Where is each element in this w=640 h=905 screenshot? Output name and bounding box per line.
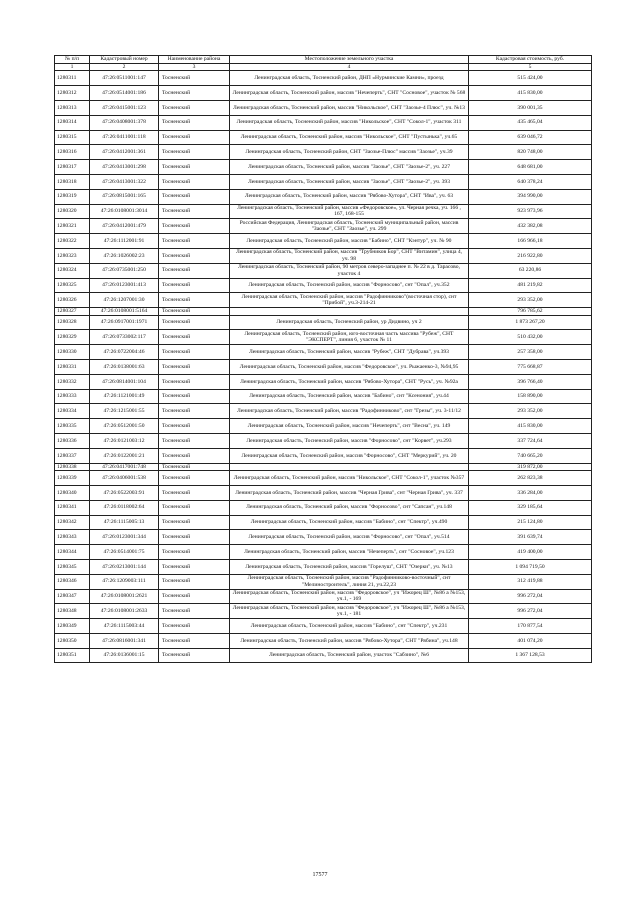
land-location: Ленинградская область, Тосненский район, массив "Бабино", СНТ "Кэнтур", уч. № 90 xyxy=(230,234,469,249)
district-name: Тосненский xyxy=(159,219,230,234)
district-name: Тосненский xyxy=(159,500,230,515)
district-name: Тосненский xyxy=(159,86,230,101)
cadastral-number: 47:26:0733002:117 xyxy=(90,330,159,345)
district-name: Тосненский xyxy=(159,234,230,249)
district-name: Тосненский xyxy=(159,404,230,419)
district-name: Тосненский xyxy=(159,574,230,589)
table-row xyxy=(55,278,592,293)
cadastral-number: 47:26:0417001:748 xyxy=(90,463,159,471)
district-name: Тосненский xyxy=(159,589,230,604)
district-name: Тосненский xyxy=(159,263,230,278)
cadastral-number: 47:26:0118002:64 xyxy=(90,500,159,515)
header-district: Наименование района xyxy=(159,56,230,64)
cadastral-cost: 740 665,20 xyxy=(469,448,592,463)
land-location: Ленинградская область, Тосненский район, массив "Радофинниково", снт "Грезы", уч. 3-11/12 xyxy=(230,404,469,419)
district-name: Тосненский xyxy=(159,204,230,219)
cadastral-number: 47:26:0121003:12 xyxy=(90,434,159,449)
table-row xyxy=(55,234,592,249)
table-row xyxy=(55,248,592,263)
land-location xyxy=(230,463,469,471)
district-name: Тосненский xyxy=(159,345,230,360)
row-index: 1280315 xyxy=(55,130,90,145)
land-location: Ленинградская область, Тосненский район, юго-восточная часть массива "Рубеж", СНТ "ЭКСПЕРТ", линия 6, участок № 11 xyxy=(230,330,469,345)
row-index: 1280314 xyxy=(55,115,90,130)
table-row xyxy=(55,463,592,471)
row-index: 1280336 xyxy=(55,434,90,449)
land-location: Ленинградская область, Тосненский район, массив «Федоровское», ул. Черная речка, уч. 166 , 167, 168-155 xyxy=(230,204,469,219)
row-index: 1280324 xyxy=(55,263,90,278)
land-location: Ленинградская область, Тосненский район, массив "Заозье", СНТ "Заозье-2", уч. 227 xyxy=(230,160,469,175)
land-location: Ленинградская область, Тосненский район, массив "Федоровское", уч. Рыжаенко-3, №94,95 xyxy=(230,360,469,375)
land-location: Ленинградская область, Тосненский район, участок "Сабзино", №6 xyxy=(230,648,469,663)
table-row xyxy=(55,263,592,278)
land-location: Ленинградская область, Тосненский район, массив "Никольское", СНТ "Заозье-4 Плюс", уч. №13 xyxy=(230,101,469,116)
cadastral-cost: 394 990,00 xyxy=(469,189,592,204)
table-row xyxy=(55,130,592,145)
column-number: 3 xyxy=(159,64,230,71)
header-cadastral-number: Кадастровый номер xyxy=(90,56,159,64)
row-index: 1280331 xyxy=(55,360,90,375)
land-location: Ленинградская область, Тосненский район, 90 метров северо-западнее п. № 22 в д. Тарасово, участок 4 xyxy=(230,263,469,278)
cadastral-cost: 923 973,96 xyxy=(469,204,592,219)
district-name: Тосненский xyxy=(159,434,230,449)
cadastral-number: 47:26:0122001:21 xyxy=(90,448,159,463)
row-index: 1280328 xyxy=(55,315,90,330)
table-row xyxy=(55,145,592,160)
cadastral-cost: 293 352,00 xyxy=(469,293,592,308)
cadastral-cost: 390 001,35 xyxy=(469,101,592,116)
table-row xyxy=(55,389,592,404)
table-row xyxy=(55,471,592,486)
land-location: Ленинградская область, Тосненский район, массив "Радофинниково-восточный", снт "Мелиностроитель", линия 21, уч.22,23 xyxy=(230,574,469,589)
table-row xyxy=(55,633,592,648)
cadastral-number: 47:26:1115003:44 xyxy=(90,619,159,634)
land-location xyxy=(230,308,469,316)
cadastral-cost: 510 432,00 xyxy=(469,330,592,345)
land-location: Ленинградская область, Тосненский район, массив "Форносово", снт "Сапсан", уч.148 xyxy=(230,500,469,515)
cadastral-cost: 648 681,00 xyxy=(469,160,592,175)
land-location: Ленинградская область, Тосненский район, массив "Рябово-Хутора", СНТ "Русь", уч. №92а xyxy=(230,374,469,389)
district-name: Тосненский xyxy=(159,448,230,463)
district-name: Тосненский xyxy=(159,189,230,204)
cadastral-cost: 415 830,00 xyxy=(469,419,592,434)
cadastral-number: 47:26:0735001:250 xyxy=(90,263,159,278)
district-name: Тосненский xyxy=(159,471,230,486)
row-index: 1280323 xyxy=(55,248,90,263)
district-name: Тосненский xyxy=(159,530,230,545)
row-index: 1280319 xyxy=(55,189,90,204)
land-location: Ленинградская область, Тосненский район, массив "Черная Грива", снт "Черная Грива", уч. 337 xyxy=(230,485,469,500)
table-row xyxy=(55,419,592,434)
cadastral-cost: 166 966,18 xyxy=(469,234,592,249)
cadastral-number: 47:26:0408001:378 xyxy=(90,115,159,130)
cadastral-number: 47:26:0412001:479 xyxy=(90,219,159,234)
cadastral-number: 47:26:0108001:3014 xyxy=(90,204,159,219)
cadastral-value-table xyxy=(54,55,592,663)
cadastral-number: 47:26:0108001:5164 xyxy=(90,308,159,316)
table-row xyxy=(55,345,592,360)
land-location: Ленинградская область, Тосненский район, массив "Федоровское", уч "Ижорец Ш", №86 а №153, уч.1, - 181 xyxy=(230,604,469,619)
cadastral-number: 47:26:0213001:144 xyxy=(90,559,159,574)
land-location: Ленинградская область, Тосненский район, массив "Форносово", снт "Опал", уч.514 xyxy=(230,530,469,545)
table-row xyxy=(55,500,592,515)
land-location: Ленинградская область, Тосненский район, массив "Никольское", СНТ "Пустынька", уч.65 xyxy=(230,130,469,145)
row-index: 1280337 xyxy=(55,448,90,463)
cadastral-cost: 391 639,74 xyxy=(469,530,592,545)
table-row xyxy=(55,174,592,189)
cadastral-number: 47:26:0815001:165 xyxy=(90,189,159,204)
cadastral-cost: 216 922,80 xyxy=(469,248,592,263)
district-name: Тосненский xyxy=(159,374,230,389)
land-location: Ленинградская область, Тосненский район, массив "Радофинниково"(восточная стор), снт "Прибой", уч.3-214-21 xyxy=(230,293,469,308)
district-name: Тосненский xyxy=(159,648,230,663)
table-row xyxy=(55,648,592,663)
cadastral-cost: 415 830,00 xyxy=(469,86,592,101)
table-row xyxy=(55,448,592,463)
land-location: Ленинградская область, Тосненский район, массив "Рябово-Хутора", СНТ "Ива", уч. 63 xyxy=(230,189,469,204)
district-name: Тосненский xyxy=(159,330,230,345)
cadastral-cost: 293 352,00 xyxy=(469,404,592,419)
land-location: Ленинградская область, Тосненский район, массив "Бабино", снт "Спектр", уч.490 xyxy=(230,515,469,530)
cadastral-number: 47:26:0415001:123 xyxy=(90,101,159,116)
cadastral-number: 47:26:0514001:186 xyxy=(90,86,159,101)
cadastral-cost: 515 424,00 xyxy=(469,71,592,86)
cadastral-number: 47:26:0512001:50 xyxy=(90,419,159,434)
table-row xyxy=(55,86,592,101)
column-number: 1 xyxy=(55,64,90,71)
page-number: 17577 xyxy=(312,872,328,878)
row-index: 1280326 xyxy=(55,293,90,308)
land-location: Ленинградская область, Тосненский район, ур Дидвино, уч 2 xyxy=(230,315,469,330)
table-row xyxy=(55,204,592,219)
cadastral-cost: 1 873 267,20 xyxy=(469,315,592,330)
district-name: Тосненский xyxy=(159,360,230,375)
cadastral-cost: 775 668,87 xyxy=(469,360,592,375)
land-location: Ленинградская область, Тосненский район, массив "Федоровское", уч "Ижорец Ш", №86 а №153, уч.1, - 169 xyxy=(230,589,469,604)
district-name: Тосненский xyxy=(159,604,230,619)
land-location: Ленинградская область, Тосненский район, массив "Никольское", СНТ "Сокол-1", участок №357 xyxy=(230,471,469,486)
table-row xyxy=(55,604,592,619)
cadastral-number: 47:26:0511001:147 xyxy=(90,71,159,86)
row-index: 1280333 xyxy=(55,389,90,404)
cadastral-number: 47:26:0411001:118 xyxy=(90,130,159,145)
district-name: Тосненский xyxy=(159,419,230,434)
district-name: Тосненский xyxy=(159,619,230,634)
land-location: Ленинградская область, Тосненский район, массив "Форносово", СНТ "Меркурий", уч. 20 xyxy=(230,448,469,463)
table-row xyxy=(55,404,592,419)
cadastral-cost: 336 284,00 xyxy=(469,485,592,500)
district-name: Тосненский xyxy=(159,315,230,330)
district-name: Тосненский xyxy=(159,130,230,145)
row-index: 1280348 xyxy=(55,604,90,619)
row-index: 1280351 xyxy=(55,648,90,663)
table-row xyxy=(55,101,592,116)
cadastral-cost: 329 185,64 xyxy=(469,500,592,515)
column-number: 4 xyxy=(230,64,469,71)
district-name: Тосненский xyxy=(159,145,230,160)
table-row xyxy=(55,360,592,375)
cadastral-number: 47:26:0814001:104 xyxy=(90,374,159,389)
table-row xyxy=(55,545,592,560)
land-location: Ленинградская область, Тосненский район, массив "Рубеж", СНТ "Дубрава", уч.393 xyxy=(230,345,469,360)
header-index: № п/п xyxy=(55,56,90,64)
cadastral-cost: 435 465,04 xyxy=(469,115,592,130)
table-body xyxy=(55,71,592,663)
row-index: 1280316 xyxy=(55,145,90,160)
cadastral-number: 47:26:0413001:322 xyxy=(90,174,159,189)
district-name: Тосненский xyxy=(159,71,230,86)
table-row xyxy=(55,293,592,308)
cadastral-cost: 796 785,62 xyxy=(469,308,592,316)
row-index: 1280317 xyxy=(55,160,90,175)
land-location: Ленинградская область, Тосненский район, массив "Бабино", снт "Ксенония", уч.44 xyxy=(230,389,469,404)
cadastral-number: 47:26:0123001:413 xyxy=(90,278,159,293)
row-index: 1280329 xyxy=(55,330,90,345)
cadastral-cost: 170 877,54 xyxy=(469,619,592,634)
row-index: 1280350 xyxy=(55,633,90,648)
cadastral-cost: 63 220,86 xyxy=(469,263,592,278)
cadastral-cost: 432 382,08 xyxy=(469,219,592,234)
row-index: 1280334 xyxy=(55,404,90,419)
row-index: 1280339 xyxy=(55,471,90,486)
cadastral-cost: 401 074,20 xyxy=(469,633,592,648)
cadastral-cost: 257 358,00 xyxy=(469,345,592,360)
district-name: Тосненский xyxy=(159,389,230,404)
land-location: Ленинградская область, Тосненский район, массив "Рябово-Хутора", СНТ "Рябина", уч.148 xyxy=(230,633,469,648)
cadastral-number: 47:26:0108001:2633 xyxy=(90,604,159,619)
land-location: Российская Федерация, Ленинградская область, Тосненский муниципальный район, массив "Заозье", СНТ "Заозье", уч. 299 xyxy=(230,219,469,234)
cadastral-number: 47:26:1121001:49 xyxy=(90,389,159,404)
row-index: 1280327 xyxy=(55,308,90,316)
cadastral-cost: 639 046,72 xyxy=(469,130,592,145)
cadastral-number: 47:26:1215001:55 xyxy=(90,404,159,419)
district-name: Тосненский xyxy=(159,463,230,471)
cadastral-cost: 1 094 719,50 xyxy=(469,559,592,574)
row-index: 1280325 xyxy=(55,278,90,293)
row-index: 1280340 xyxy=(55,485,90,500)
district-name: Тосненский xyxy=(159,101,230,116)
cadastral-cost: 481 219,82 xyxy=(469,278,592,293)
row-index: 1280349 xyxy=(55,619,90,634)
row-index: 1280341 xyxy=(55,500,90,515)
table-row xyxy=(55,308,592,316)
cadastral-number: 47:26:1209003:111 xyxy=(90,574,159,589)
table-row xyxy=(55,619,592,634)
cadastral-number: 47:26:1207001:30 xyxy=(90,293,159,308)
cadastral-number: 47:26:1112001:91 xyxy=(90,234,159,249)
row-index: 1280311 xyxy=(55,71,90,86)
cadastral-number: 47:26:0816001:341 xyxy=(90,633,159,648)
column-number: 5 xyxy=(469,64,592,71)
row-index: 1280322 xyxy=(55,234,90,249)
district-name: Тосненский xyxy=(159,278,230,293)
district-name: Тосненский xyxy=(159,115,230,130)
cadastral-cost: 319 872,00 xyxy=(469,463,592,471)
land-location: Ленинградская область, Тосненский район, массив "Бабино", снт "Спектр", уч.231 xyxy=(230,619,469,634)
district-name: Тосненский xyxy=(159,633,230,648)
row-index: 1280335 xyxy=(55,419,90,434)
row-index: 1280318 xyxy=(55,174,90,189)
row-index: 1280312 xyxy=(55,86,90,101)
land-location: Ленинградская область, Тосненский район, массив "Нечеперть", СНТ "Сосновое", участок № 568 xyxy=(230,86,469,101)
table-row xyxy=(55,189,592,204)
district-name: Тосненский xyxy=(159,293,230,308)
district-name: Тосненский xyxy=(159,308,230,316)
cadastral-cost: 396 766,40 xyxy=(469,374,592,389)
row-index: 1280332 xyxy=(55,374,90,389)
district-name: Тосненский xyxy=(159,485,230,500)
cadastral-number: 47:26:0123001:344 xyxy=(90,530,159,545)
cadastral-number: 47:26:0722004:46 xyxy=(90,345,159,360)
district-name: Тосненский xyxy=(159,248,230,263)
cadastral-number: 47:26:0917001:1971 xyxy=(90,315,159,330)
cadastral-number: 47:26:1115005:13 xyxy=(90,515,159,530)
table-row xyxy=(55,589,592,604)
cadastral-number: 47:26:0514001:75 xyxy=(90,545,159,560)
row-index: 1280342 xyxy=(55,515,90,530)
table-row xyxy=(55,559,592,574)
row-index: 1280343 xyxy=(55,530,90,545)
cadastral-number: 47:26:1026002:23 xyxy=(90,248,159,263)
land-location: Ленинградская область, Тосненский район, массив "Трубников Бор", СНТ "Витамин", улица 4, уч. 98 xyxy=(230,248,469,263)
table-row xyxy=(55,485,592,500)
row-index: 1280338 xyxy=(55,463,90,471)
cadastral-cost: 640 378,24 xyxy=(469,174,592,189)
land-location: Ленинградская область, Тосненский район, ДНП «Нурминские Камни», проезд xyxy=(230,71,469,86)
row-index: 1280347 xyxy=(55,589,90,604)
header-cadastral-cost: Кадастровая стоимость, руб. xyxy=(469,56,592,64)
header-location: Местоположение земельного участка xyxy=(230,56,469,64)
land-location: Ленинградская область, Тосненский район, массив "Заозье", СНТ "Заозье-2", уч. 393 xyxy=(230,174,469,189)
district-name: Тосненский xyxy=(159,160,230,175)
row-index: 1280320 xyxy=(55,204,90,219)
district-name: Тосненский xyxy=(159,559,230,574)
column-number-row xyxy=(55,64,592,71)
cadastral-cost: 1 367 128,53 xyxy=(469,648,592,663)
district-name: Тосненский xyxy=(159,515,230,530)
cadastral-cost: 215 124,80 xyxy=(469,515,592,530)
cadastral-cost: 419 400,00 xyxy=(469,545,592,560)
cadastral-table-container xyxy=(54,55,591,663)
cadastral-number: 47:26:0406001:538 xyxy=(90,471,159,486)
table-row xyxy=(55,160,592,175)
table-row xyxy=(55,530,592,545)
cadastral-number: 47:26:0522003:91 xyxy=(90,485,159,500)
land-location: Ленинградская область, Тосненский район, массив "Нечеперть", снт "Сосновое", уч.123 xyxy=(230,545,469,560)
land-location: Ленинградская область, Тосненский район, массив "Никольское", СНТ "Сокол-1", участок 311 xyxy=(230,115,469,130)
district-name: Тосненский xyxy=(159,545,230,560)
table-row xyxy=(55,71,592,86)
row-index: 1280345 xyxy=(55,559,90,574)
row-index: 1280321 xyxy=(55,219,90,234)
cadastral-number: 47:26:0138001:63 xyxy=(90,360,159,375)
column-number: 2 xyxy=(90,64,159,71)
cadastral-cost: 262 823,38 xyxy=(469,471,592,486)
table-row xyxy=(55,434,592,449)
row-index: 1280313 xyxy=(55,101,90,116)
cadastral-cost: 312 419,88 xyxy=(469,574,592,589)
land-location: Ленинградская область, Тосненский район, массив "Форносово", снт "Опал", уч.352 xyxy=(230,278,469,293)
cadastral-cost: 996 272,04 xyxy=(469,589,592,604)
cadastral-number: 47:26:0136001:15 xyxy=(90,648,159,663)
cadastral-number: 47:26:0413001:298 xyxy=(90,160,159,175)
land-location: Ленинградская область, Тосненский район, массив "Горелуш", СНТ "Озерки", уч. №13 xyxy=(230,559,469,574)
district-name: Тосненский xyxy=(159,174,230,189)
land-location: Ленинградская область, Тосненский район, СНТ "Заозье-Плюс" массив "Заозье", уч.39 xyxy=(230,145,469,160)
cadastral-number: 47:26:0108001:2621 xyxy=(90,589,159,604)
land-location: Ленинградская область, Тосненский район, массив "Форносово", снт "Корвет", уч.293 xyxy=(230,434,469,449)
table-row xyxy=(55,574,592,589)
table-row xyxy=(55,330,592,345)
row-index: 1280346 xyxy=(55,574,90,589)
cadastral-cost: 820 748,00 xyxy=(469,145,592,160)
cadastral-cost: 996 272,04 xyxy=(469,604,592,619)
cadastral-number: 47:26:0412001:361 xyxy=(90,145,159,160)
row-index: 1280344 xyxy=(55,545,90,560)
table-row xyxy=(55,115,592,130)
table-row xyxy=(55,219,592,234)
table-row xyxy=(55,515,592,530)
cadastral-cost: 158 890,00 xyxy=(469,389,592,404)
land-location: Ленинградская область, Тосненский район, массив "Нечеперть", снт "Весна", уч. 149 xyxy=(230,419,469,434)
table-header-row xyxy=(55,56,592,64)
row-index: 1280330 xyxy=(55,345,90,360)
table-row xyxy=(55,315,592,330)
cadastral-cost: 337 724,64 xyxy=(469,434,592,449)
table-row xyxy=(55,374,592,389)
